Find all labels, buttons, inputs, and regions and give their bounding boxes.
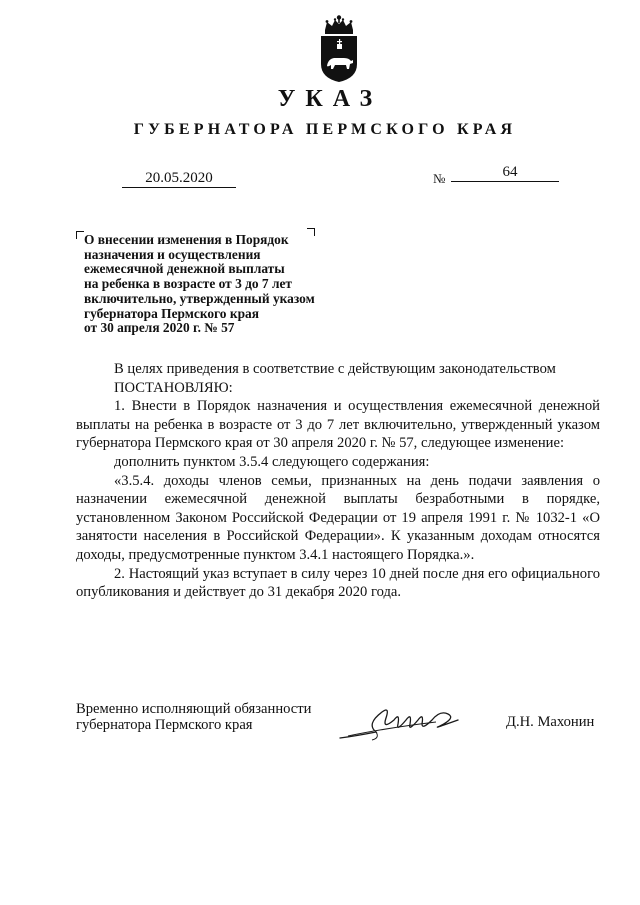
heading-line: назначения и осуществления xyxy=(84,246,261,262)
intro-paragraph: В целях приведения в соответствие с действующим законодательством xyxy=(114,361,556,377)
issuer-title: ГУБЕРНАТОРА ПЕРМСКОГО КРАЯ xyxy=(133,121,517,138)
item-1-paragraph: 1. Внести в Порядок назначения и осуществления ежемесячной денежной выплаты на ребенка в возрасте от 3 до 7 лет включительно, утвержденный указом губернатора Пермского края от 30 апреля 2020 г. № 57, следующее изменение: xyxy=(76,398,600,452)
decree-number: 64 xyxy=(451,163,559,182)
heading-line: губернатора Пермского края xyxy=(84,305,259,321)
coat-of-arms-icon xyxy=(316,14,362,84)
document-type-title: УКАЗ xyxy=(277,86,383,112)
item-1-sub-paragraph: дополнить пунктом 3.5.4 следующего содержания: xyxy=(114,453,430,470)
signer-position-line: губернатора Пермского края xyxy=(76,716,253,733)
decree-date: 20.05.2020 xyxy=(122,169,236,188)
heading-line: О внесении изменения в Порядок xyxy=(84,232,289,247)
decree-heading xyxy=(84,233,384,336)
item-2-paragraph: 2. Настоящий указ вступает в силу через 10 дней после дня его официального опубликования и действует до 31 декабря 2020 года. xyxy=(76,565,600,601)
signer-position xyxy=(76,702,311,733)
signer-position-line: Временно исполняющий обязанности xyxy=(76,701,312,717)
heading-line: на ребенка в возрасте от 3 до 7 лет xyxy=(84,276,293,292)
decree-body xyxy=(76,360,600,602)
quoted-amendment: «3.5.4. доходы членов семьи, признанных на день подачи заявления о назначении ежемесячной денежной выплаты безработными в порядке, установленном Законом Российской Федерации от 19 апреля 1991 г. № 1032-1 «О занятости населения в Российской Федерации». К указанным доходам относятся доходы, предусмотренные пунктом 3.4.1 настоящего Порядка.». xyxy=(76,472,600,563)
number-sign: № xyxy=(433,171,446,186)
handwritten-signature xyxy=(336,698,464,744)
signer-name: Д.Н. Махонин xyxy=(506,714,595,730)
decree-word: ПОСТАНОВЛЯЮ: xyxy=(114,379,233,396)
heading-corner-left xyxy=(76,231,84,239)
heading-line: от 30 апреля 2020 г. № 57 xyxy=(84,320,235,336)
heading-line: включительно, утвержденный указом xyxy=(84,290,315,306)
heading-line: ежемесячной денежной выплаты xyxy=(84,261,285,277)
